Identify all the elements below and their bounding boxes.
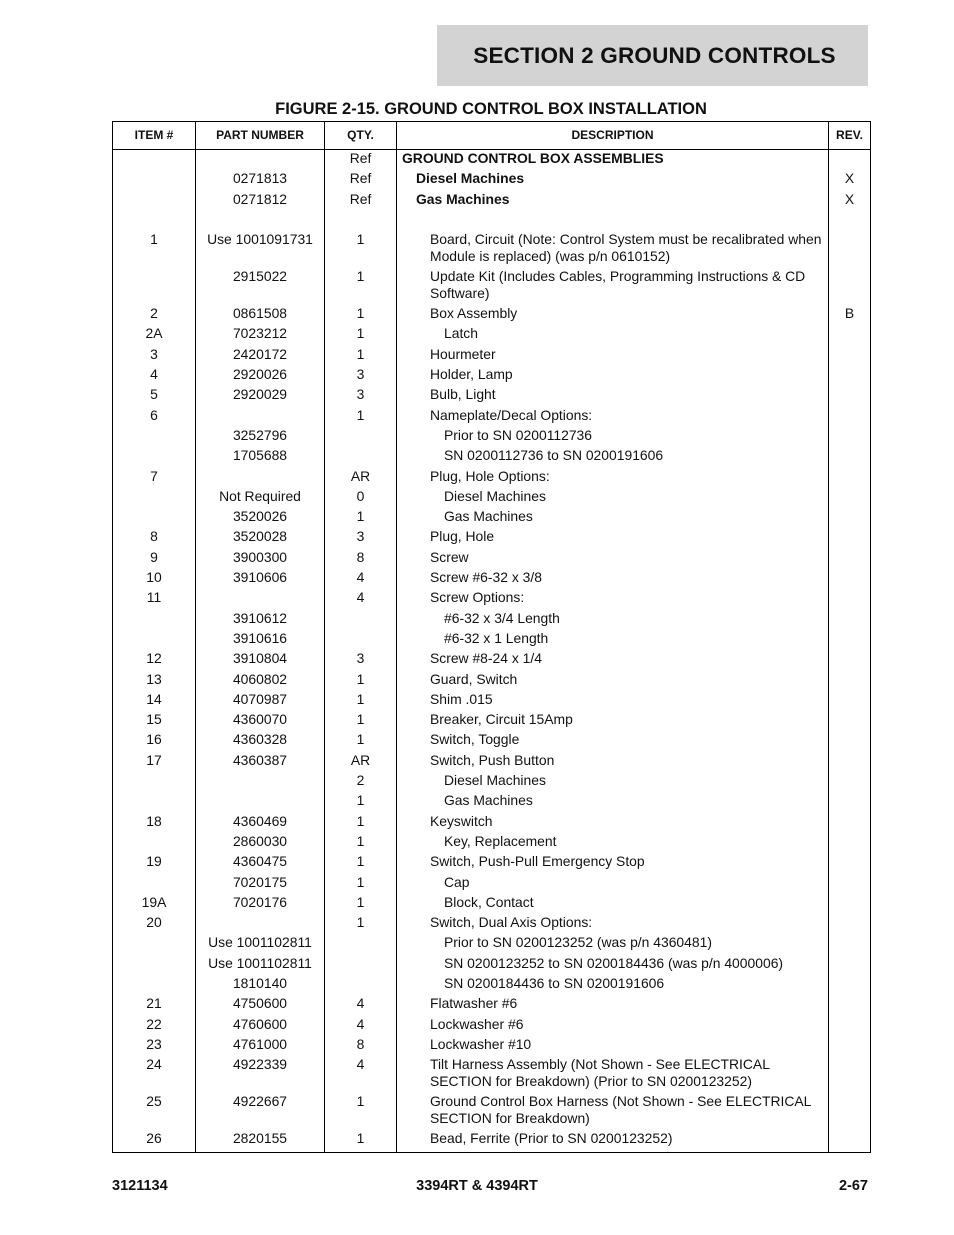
part-number-cell: 4360328 [196,731,325,751]
table-row [113,1056,871,1093]
qty-cell [325,427,397,447]
part-number-cell [196,468,325,488]
qty-cell: 1 [325,874,397,894]
qty-cell: 1 [325,305,397,325]
rev-cell [829,691,871,711]
part-number-cell: 0271813 [196,170,325,190]
table-row [113,305,871,325]
description-cell: Keyswitch [397,813,829,833]
qty-cell: Ref [325,150,397,171]
rev-cell [829,975,871,995]
rev-cell [829,813,871,833]
table-row [113,650,871,670]
table-row [113,1093,871,1130]
part-number-cell: 4070987 [196,691,325,711]
qty-cell: 1 [325,711,397,731]
rev-cell [829,549,871,569]
footer-page-number: 2-67 [838,1178,868,1194]
item-cell [113,191,196,211]
description-cell: Block, Contact [397,894,829,914]
table-row [113,150,871,171]
rev-cell [829,1056,871,1093]
item-cell: 1 [113,231,196,268]
part-number-cell [196,211,325,231]
qty-cell [325,955,397,975]
item-cell [113,955,196,975]
item-cell: 10 [113,569,196,589]
description-cell: Shim .015 [397,691,829,711]
item-cell: 26 [113,1130,196,1153]
description-cell: Guard, Switch [397,671,829,691]
rev-cell [829,1036,871,1056]
rev-cell [829,231,871,268]
rev-cell [829,894,871,914]
table-row [113,792,871,812]
part-number-cell: 2420172 [196,346,325,366]
part-number-cell: 7020176 [196,894,325,914]
item-cell: 13 [113,671,196,691]
rev-cell [829,407,871,427]
part-number-cell: 1810140 [196,975,325,995]
description-cell: Tilt Harness Assembly (Not Shown - See ELECTRICAL SECTION for Breakdown) (Prior to SN 0200123252) [397,1056,829,1093]
item-cell: 12 [113,650,196,670]
qty-cell: Ref [325,170,397,190]
description-cell: SN 0200184436 to SN 0200191606 [397,975,829,995]
table-row [113,772,871,792]
item-cell: 19A [113,894,196,914]
item-cell: 7 [113,468,196,488]
description-cell: Switch, Dual Axis Options: [397,914,829,934]
item-cell [113,508,196,528]
item-cell: 22 [113,1016,196,1036]
item-cell [113,610,196,630]
description-cell: Plug, Hole [397,528,829,548]
description-cell: Flatwasher #6 [397,995,829,1015]
qty-cell [325,211,397,231]
description-cell: Hourmeter [397,346,829,366]
description-cell: Nameplate/Decal Options: [397,407,829,427]
description-cell: Holder, Lamp [397,366,829,386]
part-number-cell: 3520026 [196,508,325,528]
description-cell: Plug, Hole Options: [397,468,829,488]
description-cell: Board, Circuit (Note: Control System must be recalibrated when Module is replaced) (was p/n 0610152) [397,231,829,268]
qty-cell: 3 [325,366,397,386]
rev-cell [829,468,871,488]
table-row [113,549,871,569]
part-number-cell: 4360070 [196,711,325,731]
item-cell: 18 [113,813,196,833]
item-cell [113,488,196,508]
item-cell: 25 [113,1093,196,1130]
table-row [113,427,871,447]
item-cell: 4 [113,366,196,386]
part-number-cell: 4060802 [196,671,325,691]
part-number-cell: 3910606 [196,569,325,589]
qty-cell: AR [325,468,397,488]
qty-cell: 1 [325,508,397,528]
part-number-cell: Use 1001091731 [196,231,325,268]
item-cell: 2A [113,325,196,345]
rev-cell: B [829,305,871,325]
item-cell: 23 [113,1036,196,1056]
part-number-cell: 4760600 [196,1016,325,1036]
rev-cell [829,1093,871,1130]
part-number-cell: 0861508 [196,305,325,325]
header-part-number: PART NUMBER [196,122,325,150]
item-cell: 19 [113,853,196,873]
part-number-cell: 4922339 [196,1056,325,1093]
header-item: ITEM # [113,122,196,150]
part-number-cell [196,150,325,171]
part-number-cell: 2920029 [196,386,325,406]
part-number-cell: 2820155 [196,1130,325,1153]
table-row [113,386,871,406]
rev-cell [829,650,871,670]
description-cell: Update Kit (Includes Cables, Programming Instructions & CD Software) [397,268,829,305]
part-number-cell: 4761000 [196,1036,325,1056]
qty-cell: 4 [325,569,397,589]
qty-cell: 4 [325,1016,397,1036]
part-number-cell [196,407,325,427]
item-cell: 3 [113,346,196,366]
rev-cell [829,711,871,731]
rev-cell: X [829,191,871,211]
table-row [113,528,871,548]
item-cell: 5 [113,386,196,406]
item-cell [113,211,196,231]
qty-cell: 1 [325,1093,397,1130]
part-number-cell: 2860030 [196,833,325,853]
table-row [113,691,871,711]
description-cell: Lockwasher #10 [397,1036,829,1056]
qty-cell: 1 [325,853,397,873]
item-cell [113,975,196,995]
table-row [113,325,871,345]
qty-cell: 3 [325,386,397,406]
rev-cell [829,569,871,589]
item-cell: 17 [113,752,196,772]
table-row [113,630,871,650]
qty-cell: 1 [325,407,397,427]
part-number-cell: 0271812 [196,191,325,211]
table-row [113,211,871,231]
part-number-cell [196,772,325,792]
item-cell: 16 [113,731,196,751]
item-cell: 21 [113,995,196,1015]
table-row [113,671,871,691]
table-row [113,191,871,211]
part-number-cell: 2915022 [196,268,325,305]
item-cell [113,150,196,171]
item-cell [113,874,196,894]
rev-cell [829,346,871,366]
rev-cell [829,589,871,609]
rev-cell [829,366,871,386]
description-cell: Cap [397,874,829,894]
qty-cell [325,934,397,954]
figure-title: FIGURE 2-15. GROUND CONTROL BOX INSTALLATION [275,100,707,118]
table-row [113,914,871,934]
part-number-cell [196,914,325,934]
description-cell: Prior to SN 0200123252 (was p/n 4360481) [397,934,829,954]
parts-table-body [113,150,871,1153]
item-cell: 24 [113,1056,196,1093]
part-number-cell: 7023212 [196,325,325,345]
description-cell: Bead, Ferrite (Prior to SN 0200123252) [397,1130,829,1153]
rev-cell [829,508,871,528]
table-row [113,975,871,995]
description-cell: Box Assembly [397,305,829,325]
table-row [113,711,871,731]
part-number-cell: 2920026 [196,366,325,386]
qty-cell: 8 [325,549,397,569]
rev-cell [829,772,871,792]
item-cell: 15 [113,711,196,731]
part-number-cell: 3910612 [196,610,325,630]
rev-cell [829,268,871,305]
description-cell: Key, Replacement [397,833,829,853]
description-cell: Prior to SN 0200112736 [397,427,829,447]
table-row [113,366,871,386]
table-header-row [113,122,871,150]
footer-doc-number: 3121134 [112,1178,168,1194]
description-cell: Latch [397,325,829,345]
rev-cell [829,150,871,171]
table-row [113,1036,871,1056]
part-number-cell: 4360387 [196,752,325,772]
description-cell: Diesel Machines [397,772,829,792]
qty-cell: 1 [325,813,397,833]
item-cell: 11 [113,589,196,609]
table-row [113,488,871,508]
table-row [113,447,871,467]
rev-cell [829,833,871,853]
rev-cell [829,211,871,231]
qty-cell: 1 [325,1130,397,1153]
description-cell: #6-32 x 1 Length [397,630,829,650]
qty-cell: AR [325,752,397,772]
item-cell [113,833,196,853]
qty-cell [325,975,397,995]
qty-cell: 1 [325,231,397,268]
table-row [113,995,871,1015]
item-cell [113,447,196,467]
rev-cell [829,914,871,934]
rev-cell [829,447,871,467]
qty-cell: 1 [325,671,397,691]
qty-cell: 1 [325,346,397,366]
rev-cell [829,630,871,650]
footer-model: 3394RT & 4394RT [416,1178,538,1194]
description-cell: SN 0200112736 to SN 0200191606 [397,447,829,467]
description-cell: Ground Control Box Harness (Not Shown - See ELECTRICAL SECTION for Breakdown) [397,1093,829,1130]
description-cell: #6-32 x 3/4 Length [397,610,829,630]
rev-cell [829,731,871,751]
item-cell: 6 [113,407,196,427]
rev-cell [829,386,871,406]
description-cell: Gas Machines [397,792,829,812]
description-cell: Gas Machines [397,191,829,211]
table-row [113,934,871,954]
header-rev: REV. [829,122,871,150]
rev-cell [829,610,871,630]
table-row [113,346,871,366]
part-number-cell: 3900300 [196,549,325,569]
description-cell: Switch, Push Button [397,752,829,772]
qty-cell: 3 [325,528,397,548]
item-cell [113,772,196,792]
qty-cell: 0 [325,488,397,508]
qty-cell: 1 [325,792,397,812]
rev-cell [829,427,871,447]
qty-cell: 4 [325,995,397,1015]
rev-cell [829,528,871,548]
description-cell: Screw Options: [397,589,829,609]
item-cell [113,268,196,305]
part-number-cell: 3520028 [196,528,325,548]
item-cell [113,170,196,190]
header-description: DESCRIPTION [397,122,829,150]
rev-cell [829,934,871,954]
description-cell: Diesel Machines [397,170,829,190]
qty-cell: 1 [325,731,397,751]
description-cell: Diesel Machines [397,488,829,508]
section-title: SECTION 2 GROUND CONTROLS [437,25,868,86]
item-cell [113,427,196,447]
rev-cell [829,1016,871,1036]
part-number-cell: 3910804 [196,650,325,670]
table-row [113,955,871,975]
table-row [113,1016,871,1036]
qty-cell: 1 [325,325,397,345]
qty-cell: 1 [325,894,397,914]
description-cell [397,211,829,231]
description-cell: Switch, Toggle [397,731,829,751]
qty-cell: 1 [325,691,397,711]
qty-cell: 8 [325,1036,397,1056]
part-number-cell: 3252796 [196,427,325,447]
item-cell: 2 [113,305,196,325]
qty-cell: 4 [325,1056,397,1093]
part-number-cell: 1705688 [196,447,325,467]
part-number-cell: Not Required [196,488,325,508]
rev-cell: X [829,170,871,190]
table-row [113,874,871,894]
item-cell: 8 [113,528,196,548]
table-row [113,853,871,873]
qty-cell [325,630,397,650]
qty-cell: 2 [325,772,397,792]
table-row [113,468,871,488]
table-row [113,508,871,528]
item-cell: 9 [113,549,196,569]
rev-cell [829,995,871,1015]
table-row [113,610,871,630]
part-number-cell: Use 1001102811 [196,955,325,975]
part-number-cell [196,792,325,812]
qty-cell [325,447,397,467]
description-cell: Breaker, Circuit 15Amp [397,711,829,731]
part-number-cell: 4922667 [196,1093,325,1130]
rev-cell [829,853,871,873]
description-cell: Screw [397,549,829,569]
part-number-cell [196,589,325,609]
table-row [113,589,871,609]
part-number-cell: 7020175 [196,874,325,894]
table-row [113,894,871,914]
part-number-cell: 4360475 [196,853,325,873]
qty-cell: 4 [325,589,397,609]
description-cell: Gas Machines [397,508,829,528]
table-row [113,407,871,427]
rev-cell [829,1130,871,1153]
rev-cell [829,325,871,345]
table-row [113,752,871,772]
item-cell: 14 [113,691,196,711]
table-row [113,170,871,190]
rev-cell [829,874,871,894]
description-cell: Lockwasher #6 [397,1016,829,1036]
item-cell [113,934,196,954]
rev-cell [829,752,871,772]
description-cell: Screw #6-32 x 3/8 [397,569,829,589]
qty-cell: 3 [325,650,397,670]
rev-cell [829,488,871,508]
table-row [113,569,871,589]
part-number-cell: Use 1001102811 [196,934,325,954]
rev-cell [829,671,871,691]
table-row [113,268,871,305]
rev-cell [829,955,871,975]
part-number-cell: 4750600 [196,995,325,1015]
description-cell: Screw #8-24 x 1/4 [397,650,829,670]
table-row [113,833,871,853]
table-row [113,231,871,268]
part-number-cell: 3910616 [196,630,325,650]
qty-cell [325,610,397,630]
parts-table [112,121,871,1153]
qty-cell: 1 [325,833,397,853]
table-row [113,1130,871,1153]
table-row [113,813,871,833]
description-cell: Bulb, Light [397,386,829,406]
qty-cell: 1 [325,914,397,934]
item-cell [113,630,196,650]
header-qty: QTY. [325,122,397,150]
qty-cell: Ref [325,191,397,211]
item-cell [113,792,196,812]
description-cell: SN 0200123252 to SN 0200184436 (was p/n 4000006) [397,955,829,975]
item-cell: 20 [113,914,196,934]
description-cell: GROUND CONTROL BOX ASSEMBLIES [397,150,829,171]
table-row [113,731,871,751]
part-number-cell: 4360469 [196,813,325,833]
rev-cell [829,792,871,812]
qty-cell: 1 [325,268,397,305]
description-cell: Switch, Push-Pull Emergency Stop [397,853,829,873]
